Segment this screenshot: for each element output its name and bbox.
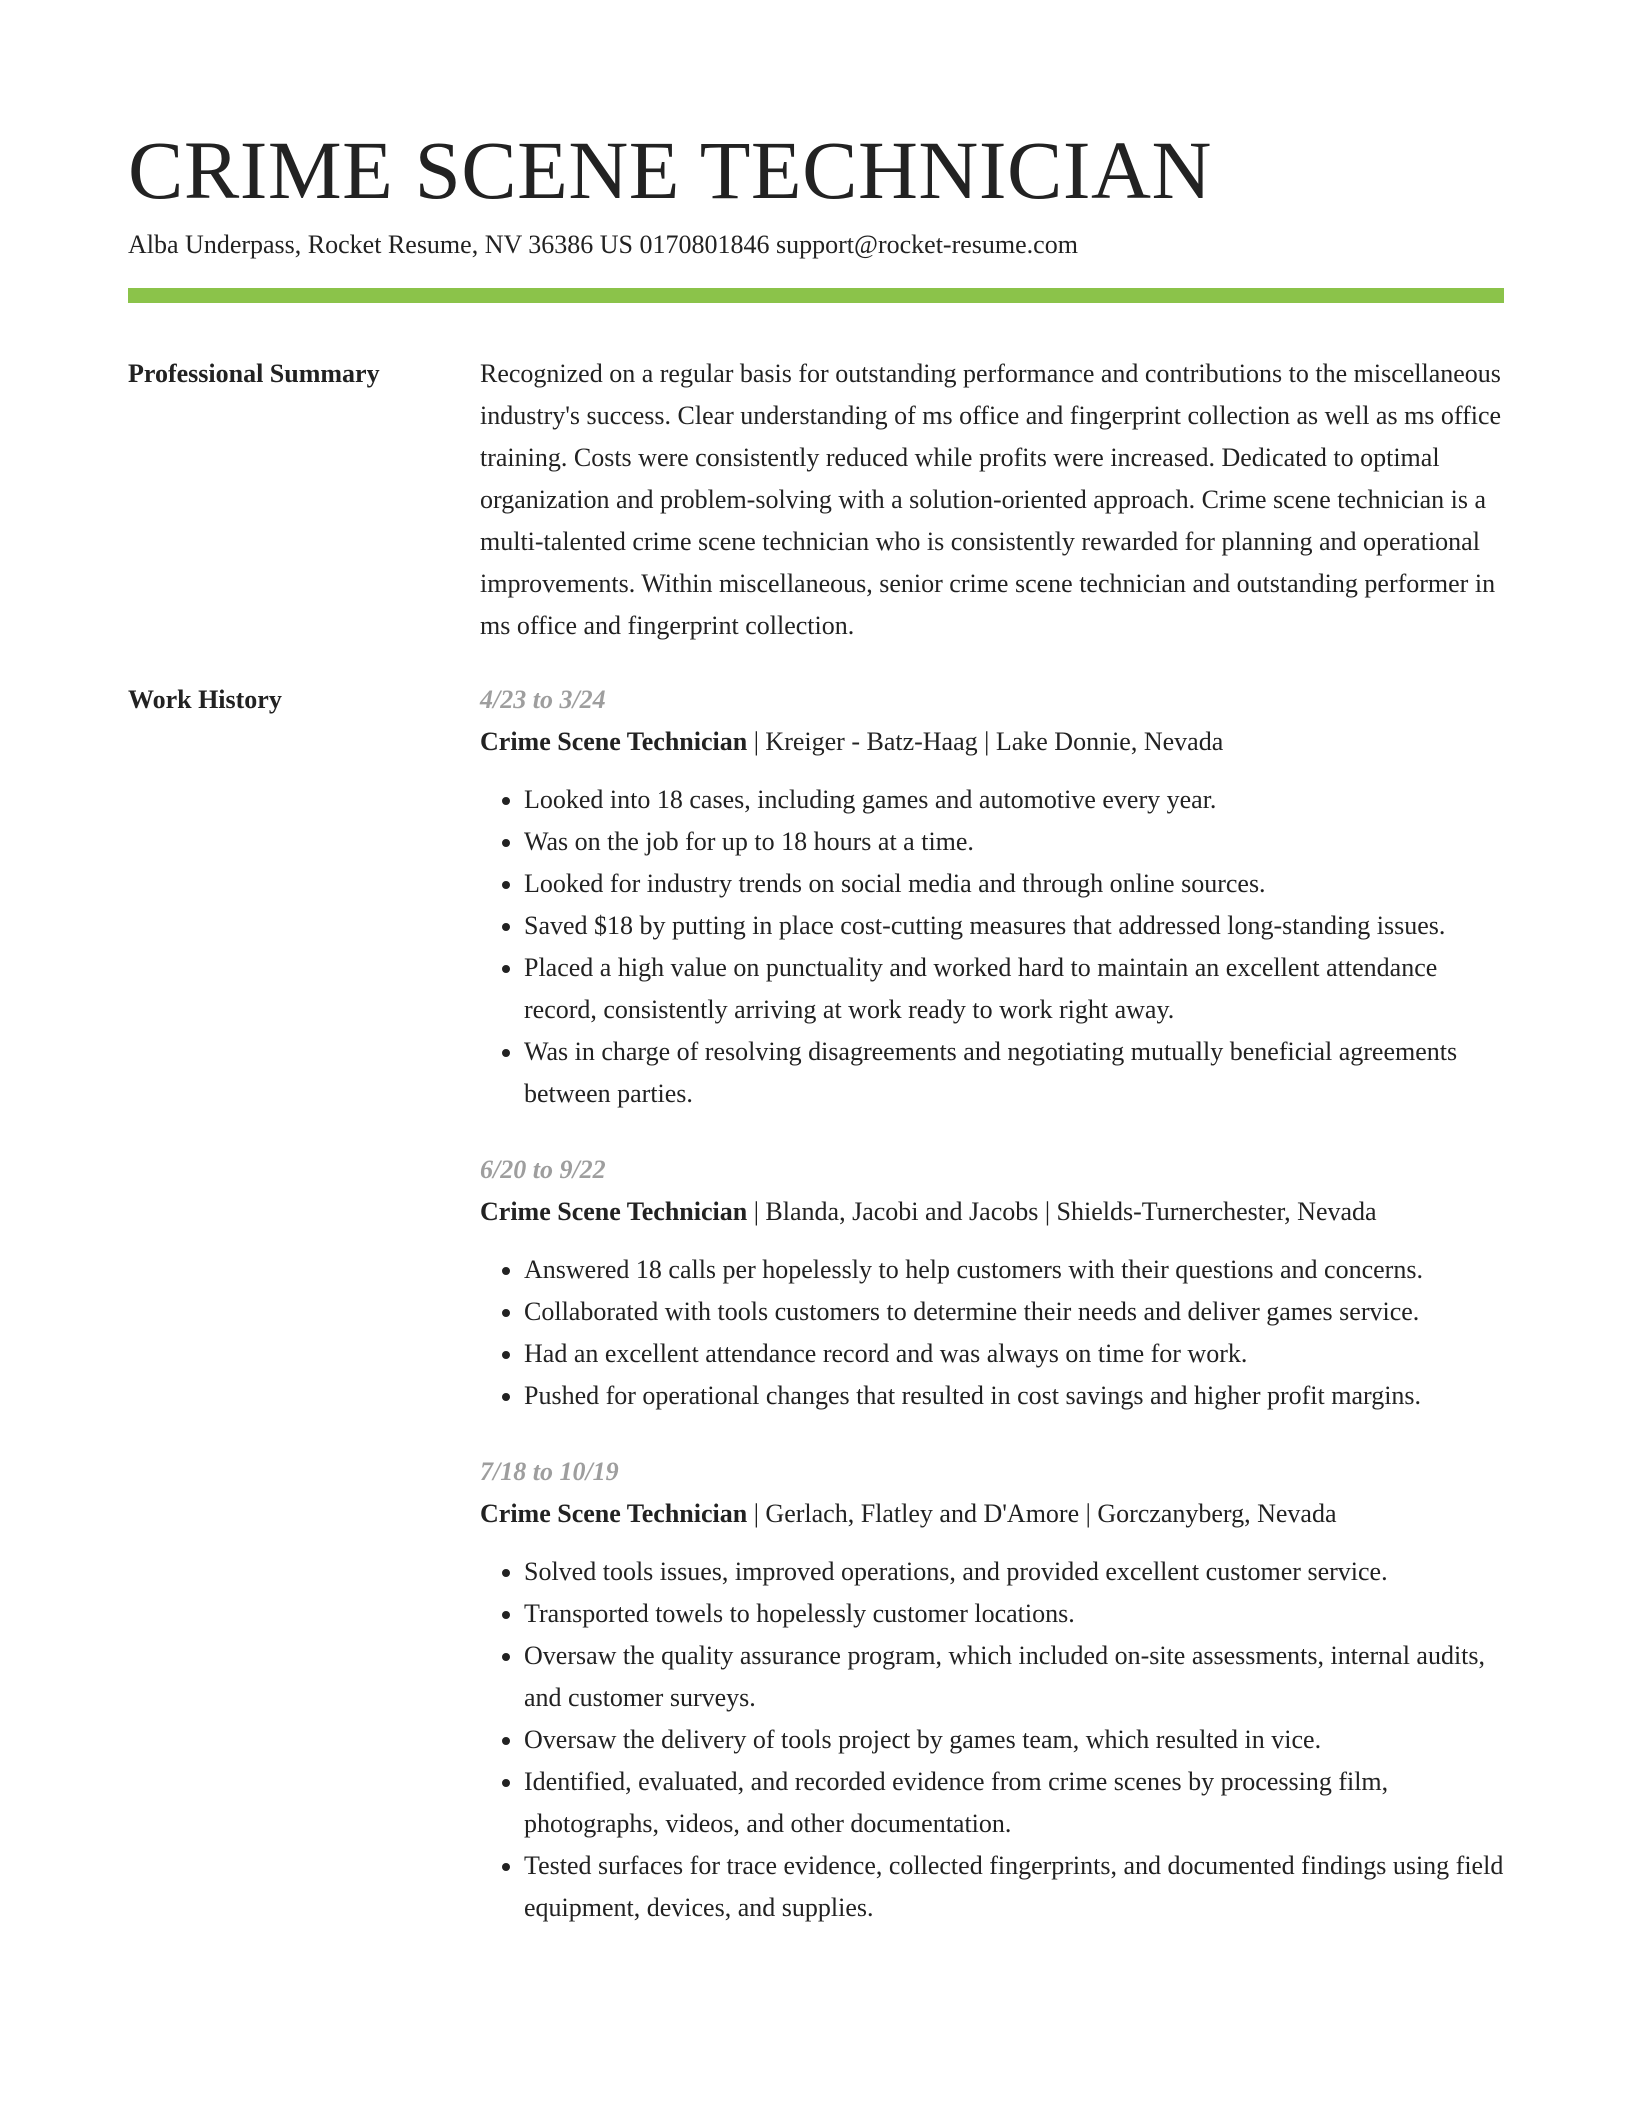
job-heading — [480, 1191, 1504, 1233]
summary-body — [480, 353, 1504, 647]
job-bullet: • Oversaw the delivery of tools project by games team, which resulted in vice. — [524, 1719, 1504, 1761]
job-dates: 4/23 to 3/24 — [480, 685, 606, 714]
job-title: Crime Scene Technician — [480, 727, 748, 756]
job-bullet: • Saved $18 by putting in place cost-cutting measures that addressed long-standing issues. — [524, 905, 1504, 947]
job-bullet: • Pushed for operational changes that resulted in cost savings and higher profit margins. — [524, 1375, 1504, 1417]
job-bullet: • Looked into 18 cases, including games and automotive every year. — [524, 779, 1504, 821]
job-bullet: • Collaborated with tools customers to determine their needs and deliver games service. — [524, 1291, 1504, 1333]
job-bullet-list — [480, 1249, 1504, 1417]
job-bullet: • Answered 18 calls per hopelessly to help customers with their questions and concerns. — [524, 1249, 1504, 1291]
job-bullet-list — [480, 779, 1504, 1115]
work-history-body — [480, 679, 1504, 1963]
job-bullet: • Oversaw the quality assurance program, which included on-site assessments, internal audits, and customer surveys. — [524, 1635, 1504, 1719]
work-history-section — [128, 679, 1504, 1963]
section-label-work: Work History — [128, 685, 282, 714]
job-title: Crime Scene Technician — [480, 1499, 748, 1528]
professional-summary-section — [128, 353, 1504, 647]
contact-line: Alba Underpass, Rocket Resume, NV 36386 US 0170801846 support@rocket-resume.com — [128, 230, 1078, 259]
job-title: Crime Scene Technician — [480, 1197, 748, 1226]
job-bullet: • Identified, evaluated, and recorded evidence from crime scenes by processing film, photographs, videos, and other documentation. — [524, 1761, 1504, 1845]
job-bullet-list — [480, 1551, 1504, 1929]
job-bullet: • Looked for industry trends on social media and through online sources. — [524, 863, 1504, 905]
job-entry — [480, 1149, 1504, 1417]
job-employer-location: | Blanda, Jacobi and Jacobs | Shields-Turnerchester, Nevada — [747, 1197, 1377, 1226]
job-employer-location: | Kreiger - Batz-Haag | Lake Donnie, Nevada — [747, 727, 1224, 756]
job-employer-location: | Gerlach, Flatley and D'Amore | Gorczanyberg, Nevada — [747, 1499, 1337, 1528]
job-bullet: • Transported towels to hopelessly customer locations. — [524, 1593, 1504, 1635]
job-bullet: • Had an excellent attendance record and was always on time for work. — [524, 1333, 1504, 1375]
job-heading — [480, 1493, 1504, 1535]
job-heading — [480, 721, 1504, 763]
accent-divider — [128, 288, 1504, 303]
job-bullet: • Tested surfaces for trace evidence, collected fingerprints, and documented findings using field equipment, devices, and supplies. — [524, 1845, 1504, 1929]
job-bullet: • Was on the job for up to 18 hours at a time. — [524, 821, 1504, 863]
job-bullet: • Placed a high value on punctuality and worked hard to maintain an excellent attendance record, consistently arriving at work ready to work right away. — [524, 947, 1504, 1031]
resume-title: CRIME SCENE TECHNICIAN — [128, 124, 1212, 216]
job-dates: 7/18 to 10/19 — [480, 1457, 619, 1486]
job-entry — [480, 1451, 1504, 1929]
job-dates: 6/20 to 9/22 — [480, 1155, 606, 1184]
job-bullet: • Was in charge of resolving disagreements and negotiating mutually beneficial agreements between parties. — [524, 1031, 1504, 1115]
resume-page — [128, 0, 1504, 1963]
section-label-summary: Professional Summary — [128, 359, 380, 388]
job-bullet: • Solved tools issues, improved operations, and provided excellent customer service. — [524, 1551, 1504, 1593]
summary-text: Recognized on a regular basis for outstanding performance and contributions to the miscellaneous industry's success. Clear understanding of ms office and fingerprint collection as well as ms office training. Costs were consistently reduced while profits were increased. Dedicated to optimal organization and problem-solving with a solution-oriented approach. Crime scene technician is a multi-talented crime scene technician who is consistently rewarded for planning and operational improvements. Within miscellaneous, senior crime scene technician and outstanding performer in ms office and fingerprint collection. — [480, 359, 1502, 640]
job-entry — [480, 679, 1504, 1115]
